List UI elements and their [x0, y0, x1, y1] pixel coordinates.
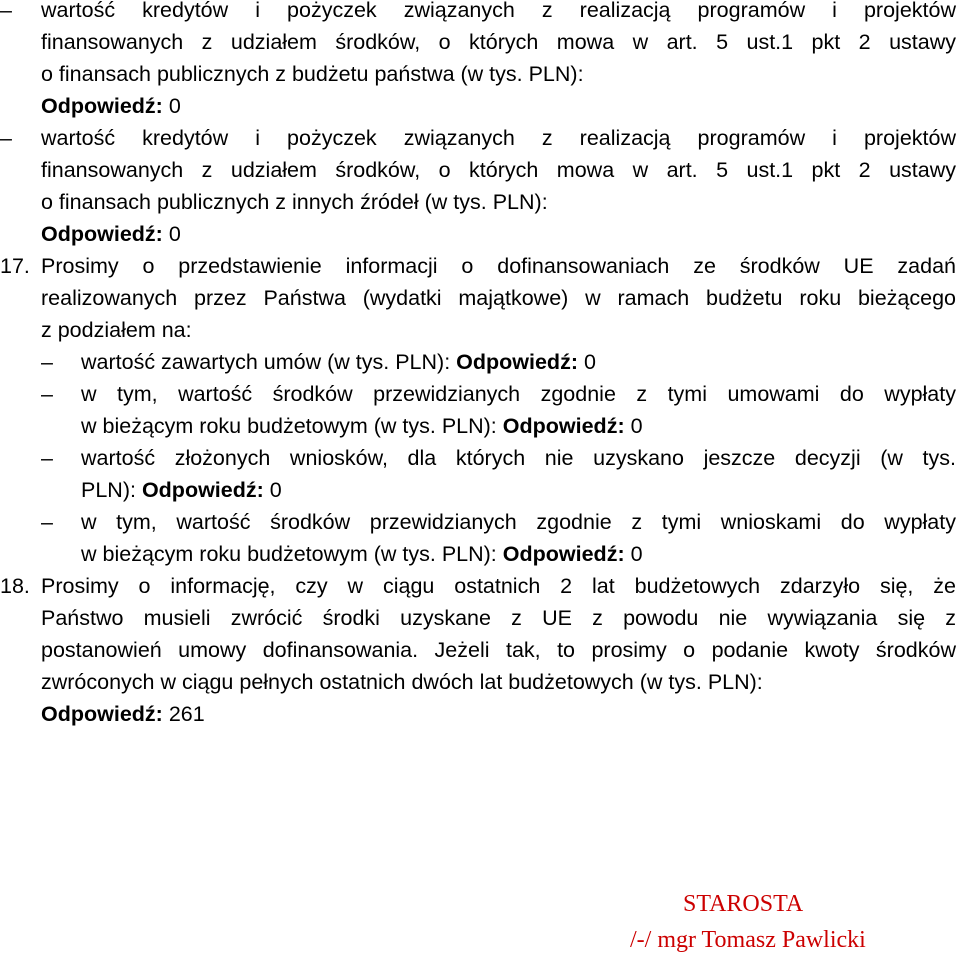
signature-title: STAROSTA [683, 891, 804, 917]
item-18-number: 18. [0, 574, 30, 598]
bullet-dash: – [41, 382, 53, 406]
item-17-bullet-3-line-2 [81, 474, 282, 506]
item-17-bullet-4-line-2 [81, 538, 643, 570]
answer-label: Odpowiedź: [41, 94, 163, 118]
answer-value: 0 [583, 350, 596, 374]
answer-label: Odpowiedź: [456, 350, 578, 374]
item-17-bullet-4-line-1: w tym, wartość środków przewidzianych zgodnie z tymi wnioskami do wypłaty [81, 510, 956, 534]
answer-value: 0 [168, 94, 181, 118]
bullet-dash: – [0, 126, 12, 150]
item-17-number: 17. [0, 254, 30, 278]
item-18-line-4: zwróconych w ciągu pełnych ostatnich dwóch lat budżetowych (w tys. PLN): [41, 670, 763, 694]
bullet-a-answer [41, 90, 181, 122]
item-17-line-1: Prosimy o przedstawienie informacji o dofinansowaniach ze środków UE zadań [41, 254, 956, 278]
bullet-text: PLN): [81, 478, 136, 502]
bullet-b-answer [41, 218, 181, 250]
answer-value: 261 [168, 702, 205, 726]
bullet-dash: – [0, 0, 12, 22]
answer-value: 0 [630, 414, 643, 438]
item-17-line-2: realizowanych przez Państwa (wydatki majątkowe) w ramach budżetu roku bieżącego [41, 286, 956, 310]
item-17-bullet-2-line-1: w tym, wartość środków przewidzianych zgodnie z tymi umowami do wypłaty [81, 382, 956, 406]
item-18-line-2: Państwo musieli zwrócić środki uzyskane z UE z powodu nie wywiązania się z [41, 606, 956, 630]
answer-label: Odpowiedź: [141, 478, 264, 502]
bullet-text: wartość zawartych umów (w tys. PLN): [81, 350, 451, 374]
answer-value: 0 [630, 542, 643, 566]
bullet-a-line-3: o finansach publicznych z budżetu państwa (w tys. PLN): [41, 62, 584, 86]
answer-value: 0 [168, 222, 181, 246]
signature-name: /-/ mgr Tomasz Pawlicki [630, 927, 866, 953]
bullet-a-line-1: wartość kredytów i pożyczek związanych z realizacją programów i projektów [41, 0, 956, 22]
bullet-b-line-2: finansowanych z udziałem środków, o których mowa w art. 5 ust.1 pkt 2 ustawy [41, 158, 956, 182]
item-18-line-3: postanowień umowy dofinansowania. Jeżeli tak, to prosimy o podanie kwoty środków [41, 638, 956, 662]
bullet-dash: – [41, 446, 53, 470]
answer-label: Odpowiedź: [502, 414, 625, 438]
item-18-line-1: Prosimy o informację, czy w ciągu ostatnich 2 lat budżetowych zdarzyło się, że [41, 574, 956, 598]
item-17-bullet-3-line-1: wartość złożonych wniosków, dla których nie uzyskano jeszcze decyzji (w tys. [81, 446, 956, 470]
item-17-bullet-2-line-2 [81, 410, 643, 442]
bullet-b-line-1: wartość kredytów i pożyczek związanych z realizacją programów i projektów [41, 126, 956, 150]
bullet-dash: – [41, 350, 53, 374]
answer-value: 0 [269, 478, 282, 502]
bullet-a-line-2: finansowanych z udziałem środków, o których mowa w art. 5 ust.1 pkt 2 ustawy [41, 30, 956, 54]
item-17-bullet-1 [81, 346, 596, 378]
item-17-line-3: z podziałem na: [41, 318, 192, 342]
answer-label: Odpowiedź: [41, 702, 163, 726]
bullet-text: w bieżącym roku budżetowym (w tys. PLN): [81, 542, 497, 566]
bullet-b-line-3: o finansach publicznych z innych źródeł (w tys. PLN): [41, 190, 548, 214]
bullet-text: w bieżącym roku budżetowym (w tys. PLN): [81, 414, 497, 438]
answer-label: Odpowiedź: [41, 222, 163, 246]
answer-label: Odpowiedź: [502, 542, 625, 566]
bullet-dash: – [41, 510, 53, 534]
item-18-answer [41, 698, 205, 730]
